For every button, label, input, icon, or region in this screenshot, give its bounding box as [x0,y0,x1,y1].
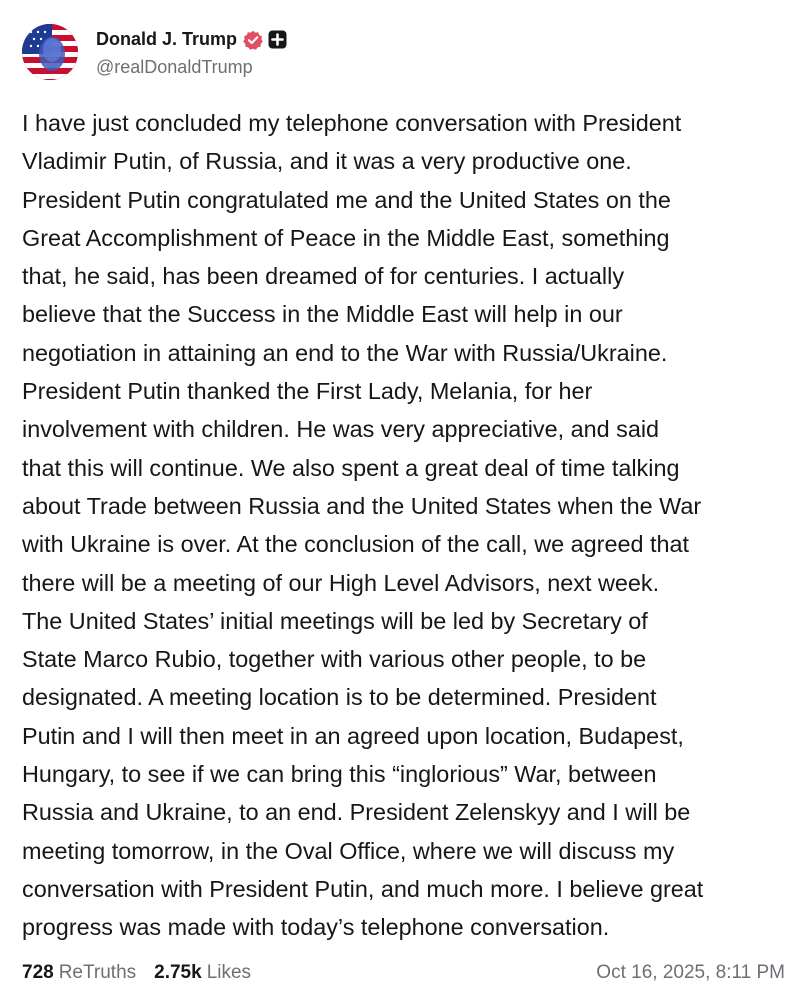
author-handle[interactable]: @realDonaldTrump [96,56,253,77]
post-body-line: President Putin congratulated me and the United States on the [22,186,671,213]
likes-stat[interactable] [154,962,251,984]
post-body-line: State Marco Rubio, together with various other people, to be [22,646,647,673]
post-body-line: negotiation in attaining an end to the War with Russia/Ukraine. [22,339,668,366]
post-body-line: designated. A meeting location is to be determined. President [22,684,657,711]
post-body [22,104,782,947]
post-body-line: Putin and I will then meet in an agreed upon location, Budapest, [22,722,684,749]
author-info [96,27,287,78]
retruths-label: ReTruths [58,962,137,983]
post-body-line: Great Accomplishment of Peace in the Middle East, something [22,224,670,251]
post-body-line: involvement with children. He was very appreciative, and said [22,416,660,443]
likes-count: 2.75k [154,962,202,983]
likes-label: Likes [206,962,252,983]
display-name[interactable]: Donald J. Trump [96,29,238,49]
post-body-line: Hungary, to see if we can bring this “inglorious” War, between [22,761,657,788]
post-body-line: there will be a meeting of our High Level Advisors, next week. [22,569,660,596]
avatar[interactable] [22,24,78,80]
plus-square-icon[interactable] [268,30,287,49]
post-body-line: that this will continue. We also spent a great deal of time talking [22,454,680,481]
post-body-line: that, he said, has been dreamed of for centuries. I actually [22,263,625,290]
post-body-line: I have just concluded my telephone conversation with President [22,110,682,136]
post-body-line: Russia and Ukraine, to an end. President Zelenskyy and I will be [22,799,691,826]
verified-badge-icon [243,30,263,50]
avatar-image [22,24,78,80]
name-row [96,27,287,53]
retruths-stat[interactable] [22,962,136,984]
post-body-line: believe that the Success in the Middle East will help in our [22,301,623,328]
post-header [22,24,287,80]
post-footer [22,958,785,988]
post-body-line: Vladimir Putin, of Russia, and it was a very productive one. [22,148,632,175]
post-body-line: The United States’ initial meetings will be led by Secretary of [22,607,648,634]
post-body-line: progress was made with today’s telephone conversation. [22,914,610,941]
post-body-line: President Putin thanked the First Lady, Melania, for her [22,378,593,405]
post-body-line: about Trade between Russia and the United States when the War [22,492,702,519]
post-body-line: meeting tomorrow, in the Oval Office, where we will discuss my [22,837,675,864]
post-body-line: conversation with President Putin, and much more. I believe great [22,875,704,902]
retruths-count: 728 [22,962,54,983]
post-body-line: with Ukraine is over. At the conclusion of the call, we agreed that [22,531,689,558]
post-timestamp[interactable]: Oct 16, 2025, 8:11 PM [596,962,785,983]
